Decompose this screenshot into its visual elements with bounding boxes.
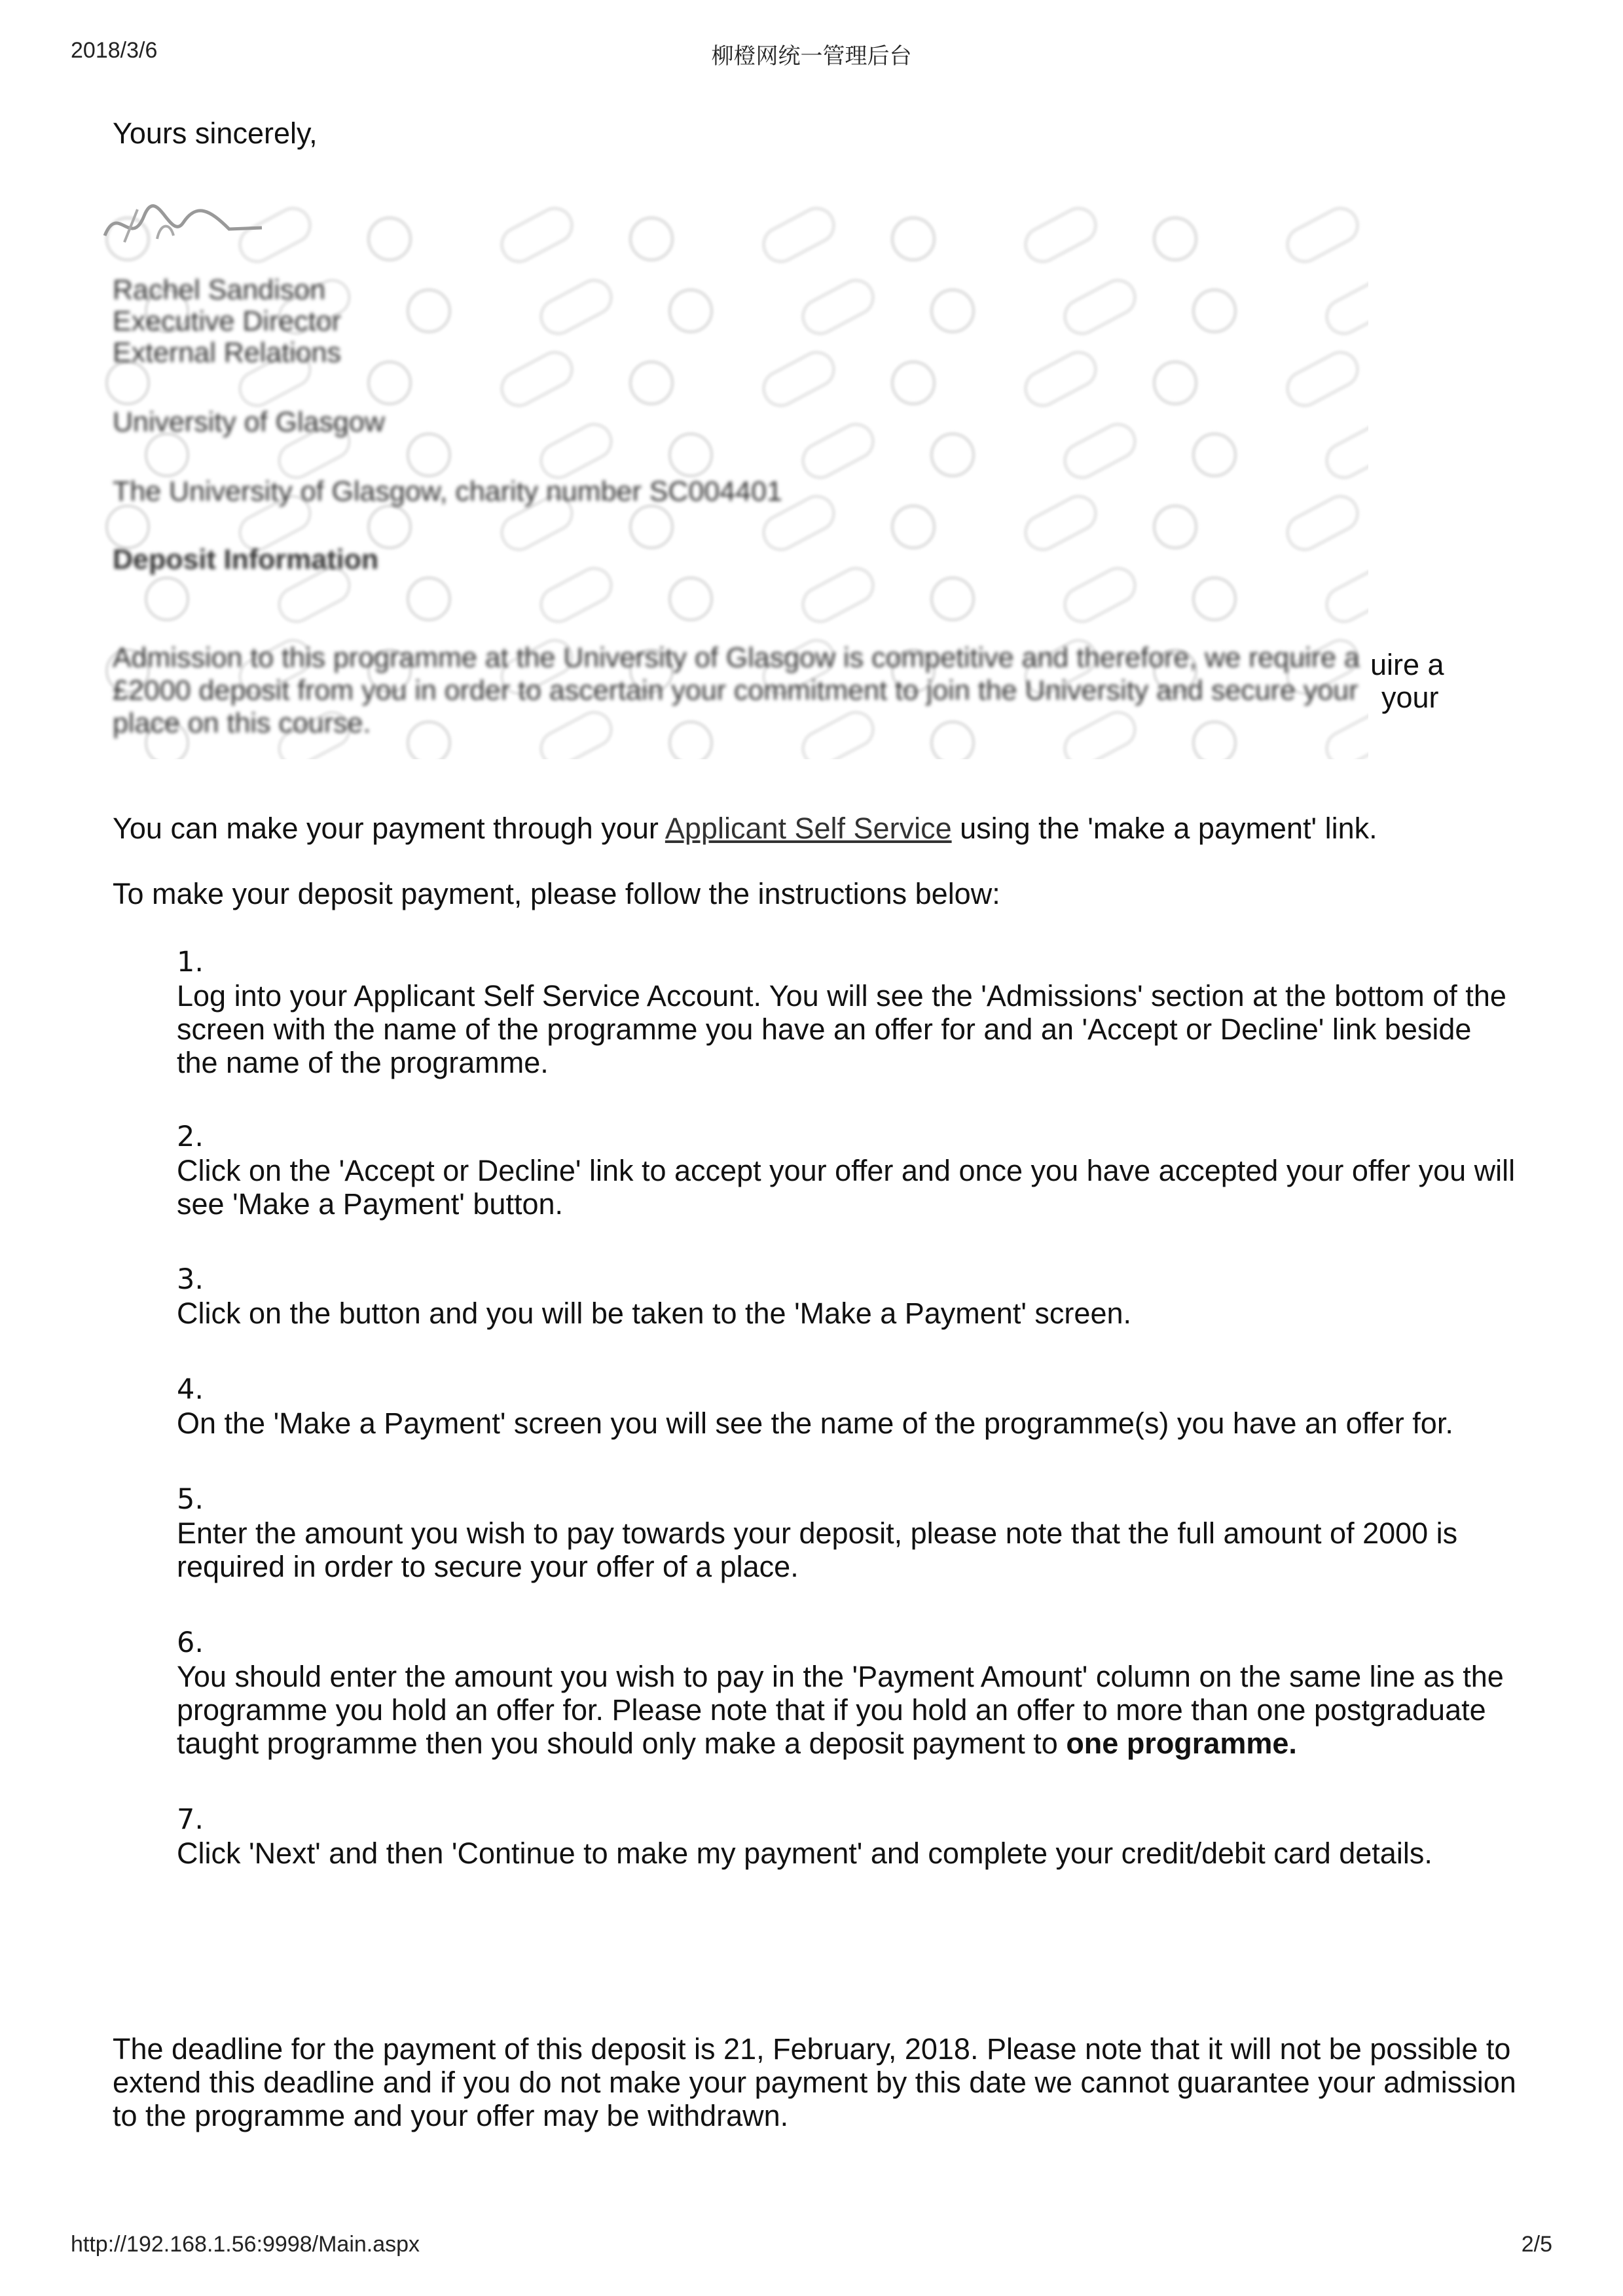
watermark-icon	[1318, 560, 1368, 630]
deposit-line-2-tail: your	[1381, 681, 1439, 714]
watermark-icon	[1056, 272, 1143, 342]
watermark-icon	[668, 288, 714, 334]
watermark-icon	[406, 576, 452, 622]
watermark-icon	[493, 344, 580, 414]
watermark-icon	[668, 720, 714, 759]
watermark-icon	[144, 576, 190, 622]
page-title: 柳橙网统一管理后台	[711, 43, 912, 69]
watermark-icon	[532, 272, 619, 342]
watermark-icon	[1192, 288, 1237, 334]
watermark-icon	[406, 288, 452, 334]
watermark-icon	[629, 216, 674, 262]
step-text: Click on the button and you will be taken to the 'Make a Payment' screen.	[177, 1297, 1131, 1330]
step-text: Click 'Next' and then 'Continue to make my payment' and complete your credit/debit card details.	[177, 1837, 1432, 1870]
watermark-icon	[1279, 488, 1366, 558]
watermark-icon	[1192, 432, 1237, 478]
deposit-line-3: place on this course.	[113, 708, 371, 739]
step-number: 6.	[177, 1626, 204, 1659]
watermark-icon	[1056, 560, 1143, 630]
watermark-icon	[890, 360, 936, 406]
step-text: You should enter the amount you wish to pay in the 'Payment Amount' column on the same line as the programme you hold an offer for. Please note that if you hold an offer to more than one postgraduate taught programme then you should only make a deposit payment to	[177, 1660, 1504, 1760]
watermark-icon	[1318, 704, 1368, 759]
signature-image	[98, 196, 268, 255]
deadline-notice: The deadline for the payment of this deposit is 21, February, 2018. Please note that it will not be possible to extend this deadline and if you do not make your payment by this date we cannot guarantee your admission to the programme and your offer may be withdrawn.	[113, 2032, 1516, 2132]
step-item	[177, 1803, 1519, 1870]
watermark-icon	[1152, 504, 1198, 550]
payment-instructions	[113, 812, 1520, 845]
watermark-icon	[493, 200, 580, 270]
step-number: 4.	[177, 1373, 204, 1406]
footer-url: http://192.168.1.56:9998/Main.aspx	[71, 2232, 420, 2257]
closing-text: Yours sincerely,	[113, 117, 318, 150]
watermark-icon	[668, 576, 714, 622]
watermark-icon	[1017, 488, 1104, 558]
watermark-icon	[532, 560, 619, 630]
watermark-icon	[1192, 576, 1237, 622]
step-number: 2.	[177, 1121, 204, 1153]
watermark-icon	[1279, 344, 1366, 414]
step-text: On the 'Make a Payment' screen you will see the name of the programme(s) you have an offer for.	[177, 1407, 1453, 1440]
organization-name: University of Glasgow	[113, 406, 385, 438]
watermark-icon	[1152, 360, 1198, 406]
watermark-icon	[406, 720, 452, 759]
applicant-self-service-link[interactable]: Applicant Self Service	[665, 812, 952, 845]
watermark-icon	[1152, 216, 1198, 262]
charity-statement: The University of Glasgow, charity number SC004401	[113, 476, 782, 507]
watermark-icon	[1017, 344, 1104, 414]
watermark-icon	[1017, 200, 1104, 270]
watermark-icon	[794, 272, 881, 342]
watermark-icon	[755, 344, 842, 414]
watermark-icon	[930, 432, 976, 478]
signatory-role: Executive Director	[113, 306, 341, 337]
print-date: 2018/3/6	[71, 38, 158, 63]
watermark-icon	[930, 576, 976, 622]
deposit-line-2: £2000 deposit from you in order to ascertain your commitment to join the University and secure your	[113, 675, 1359, 706]
watermark-icon	[629, 504, 674, 550]
step-bold-text: one programme.	[1066, 1727, 1297, 1760]
step-number: 7.	[177, 1803, 204, 1836]
watermark-icon	[1192, 720, 1237, 759]
watermark-icon	[629, 360, 674, 406]
watermark-icon	[890, 504, 936, 550]
deposit-heading: Deposit Information	[113, 544, 379, 575]
step-item	[177, 1373, 1519, 1440]
step-item	[177, 946, 1519, 1079]
payment-text-after: using the 'make a payment' link.	[951, 812, 1377, 845]
watermark-icon	[794, 704, 881, 759]
watermark-icon	[406, 432, 452, 478]
watermark-icon	[1318, 416, 1368, 486]
watermark-icon	[1279, 200, 1366, 270]
signatory-name: Rachel Sandison	[113, 274, 326, 306]
watermark-icon	[1056, 704, 1143, 759]
step-item	[177, 1626, 1519, 1760]
page-number: 2/5	[1521, 2232, 1552, 2257]
blurred-signature-block	[92, 190, 1368, 759]
watermark-icon	[367, 360, 412, 406]
payment-text-before: You can make your payment through your	[113, 812, 665, 845]
watermark-icon	[532, 704, 619, 759]
deposit-line-1-tail: uire a	[1370, 648, 1444, 681]
watermark-icon	[144, 432, 190, 478]
watermark-icon	[930, 288, 976, 334]
step-number: 1.	[177, 946, 204, 978]
watermark-icon	[367, 216, 412, 262]
watermark-icon	[794, 560, 881, 630]
follow-instructions: To make your deposit payment, please follow the instructions below:	[113, 877, 1000, 910]
watermark-icon	[1056, 416, 1143, 486]
watermark-icon	[755, 200, 842, 270]
signatory-department: External Relations	[113, 337, 341, 368]
step-number: 3.	[177, 1263, 204, 1296]
step-number: 5.	[177, 1483, 204, 1516]
watermark-icon	[890, 216, 936, 262]
step-item	[177, 1121, 1519, 1221]
step-text: Log into your Applicant Self Service Account. You will see the 'Admissions' section at the bottom of the screen with the name of the programme you have an offer for and an 'Accept or Decline' link beside the name of the programme.	[177, 979, 1506, 1079]
step-text: Click on the 'Accept or Decline' link to accept your offer and once you have accepted your offer you will see 'Make a Payment' button.	[177, 1154, 1516, 1221]
deposit-line-1: Admission to this programme at the University of Glasgow is competitive and therefore, we require a	[113, 642, 1360, 673]
watermark-icon	[930, 720, 976, 759]
watermark-icon	[1318, 272, 1368, 342]
step-text: Enter the amount you wish to pay towards your deposit, please note that the full amount of 2000 is required in order to secure your offer of a place.	[177, 1516, 1458, 1583]
step-item	[177, 1483, 1519, 1583]
watermark-icon	[668, 432, 714, 478]
step-item	[177, 1263, 1519, 1330]
watermark-icon	[794, 416, 881, 486]
